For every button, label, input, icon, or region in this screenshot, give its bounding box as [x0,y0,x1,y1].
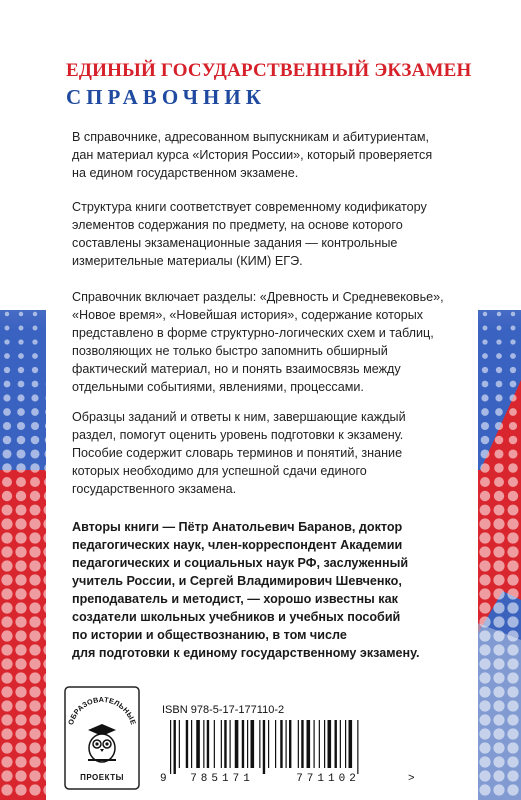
paragraph-structure: Структура книги соответствует современному кодификатору элементов содержания по предмету, на основе которого составлены экзаменационные задания — контрольные измерительные материалы (КИМ) ЕГЭ. [72,200,427,268]
logo-text-bottom: ПРОЕКТЫ [80,773,124,782]
paragraph-intro: В справочнике, адресованном выпускникам и абитуриентам, дан материал курса «История России», который проверяется на едином государственном экзамене. [72,130,433,180]
paragraph-authors: Авторы книги — Пётр Анатольевич Баранов, доктор педагогических наук, член-корреспондент Академии педагогических и социальных наук РФ, заслуженный учитель России, и Сергей Владимирович Шевченко, преподаватель и методист, — хорошо известны как создатели школьных учебников и учебных пособий по истории и обществознанию, в том числе для подготовки к единому государственному экзамену. [72,520,420,660]
paragraph-sections: Справочник включает разделы: «Древность и Средневековье», «Новое время», «Новейшая история», содержание которых представлено в форме структурно-логических схем и таблиц, позволяющих не только быстро запомнить обширный фактический материал, но и понять взаимосвязь между отдельными событиями, явлениями, процессами. [72,290,444,394]
barcode-digit-end: > [408,773,415,784]
barcode-digit-first: 9 [160,773,167,784]
exam-title: ЕДИНЫЙ ГОСУДАРСТВЕННЫЙ ЭКЗАМЕН [66,60,472,81]
barcode-digits-right: 771102 [296,773,360,784]
publisher-logo [64,686,140,790]
barcode-digits-left: 785171 [190,773,254,784]
logo-text-top: ОБРАЗОВАТЕЛЬНЫЕ [65,694,139,727]
isbn-label: ISBN 978-5-17-177110-2 [162,704,285,716]
owl-icon [88,724,116,762]
book-type-title: СПРАВОЧНИК [66,85,266,109]
isbn-barcode [158,718,424,784]
paragraph-tasks: Образцы заданий и ответы к ним, завершающие каждый раздел, помогут оценить уровень подготовки к экзамену. Пособие содержит словарь терминов и понятий, знание которых необходимо для успешной сдачи единого государственного экзамена. [72,410,406,496]
